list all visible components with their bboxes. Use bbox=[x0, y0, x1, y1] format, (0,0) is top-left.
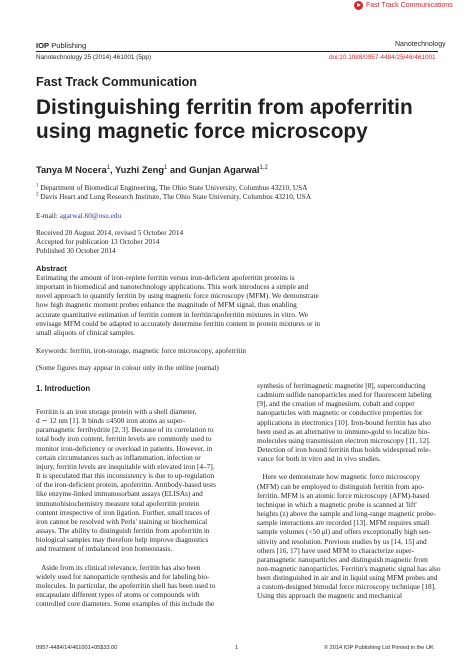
text-line: been distinguished in air and in liquid using MFM probes and bbox=[257, 573, 438, 583]
text-line: applications in electronics [10]. Iron-bound ferritin has also bbox=[257, 417, 431, 427]
text-line: paramagnetic ferrihydrite [2, 3]. Because of its correlation to bbox=[36, 425, 214, 435]
doi-link[interactable]: doi:10.1088/0957-4484/25/46/461001 bbox=[329, 54, 436, 61]
section-heading-introduction: 1. Introduction bbox=[36, 384, 91, 393]
date-published: Published 30 October 2014 bbox=[36, 246, 116, 256]
text-line: nanoparticles with magnetic or conductive properties for bbox=[257, 408, 423, 418]
affiliation-1-text: Department of Biomedical Engineering, The Ohio State University, Columbus 43210, USA bbox=[40, 183, 308, 192]
text-line: Detection of iron bound ferritin thus holds widespread rele- bbox=[257, 445, 431, 455]
publisher-logo bbox=[36, 41, 86, 50]
text-line: a custom-designed bimodal force microscopy technique [18]. bbox=[257, 582, 436, 592]
publication-dates bbox=[36, 228, 183, 256]
body-paragraph bbox=[257, 381, 452, 463]
author-name: Yuzhi Zeng bbox=[114, 165, 165, 176]
affiliation-1-marker: 1 bbox=[36, 183, 39, 189]
text-line: molecules using transmission electron microscopy [11, 12]. bbox=[257, 435, 431, 445]
text-line: novel approach to quantify ferritin by using magnetic force microscopy (MFM). We demonstrate bbox=[36, 291, 319, 301]
text-line: Using this approach the magnetic and mechanical bbox=[257, 591, 403, 601]
body-paragraph bbox=[36, 407, 231, 554]
author-affiliation-marker: 1,2 bbox=[259, 165, 268, 171]
publisher-logo-bold: IOP bbox=[36, 41, 50, 50]
fast-track-badge-label: Fast Track Communications bbox=[366, 2, 453, 9]
text-line: ferritin. MFM is an atomic force microscopy (AFM)-based bbox=[257, 490, 430, 500]
text-line: assays. The ability to distinguish ferritin from apoferritin in bbox=[36, 526, 210, 536]
email-line bbox=[36, 211, 121, 220]
page-number: 1 bbox=[235, 645, 239, 651]
text-line: of the iron-deficient protein, apoferritin. Antibody-based tests bbox=[36, 480, 216, 490]
text-line: total body iron content, ferritin levels are commonly used to bbox=[36, 434, 212, 444]
text-line: others [16, 17] have used MFM to characterize super- bbox=[257, 545, 414, 555]
text-line: biological samples may therefore help improve diagnostics bbox=[36, 535, 209, 545]
text-line: sample volumes (<50 μl) and offers exceptionally high sen- bbox=[257, 527, 432, 537]
text-line: sample interactions are recorded [13]. MFM requires small bbox=[257, 518, 430, 528]
body-column-right bbox=[257, 381, 452, 601]
text-line: certain circumstances such as inflammation, infection or bbox=[36, 452, 201, 462]
body-paragraph bbox=[36, 563, 231, 609]
text-line: d ∼ 12 nm [1]. It binds ≤4500 iron atoms as super- bbox=[36, 416, 186, 426]
text-line: widely used for nanoparticle synthesis and for labeling bio- bbox=[36, 571, 210, 581]
fast-track-arrow-icon bbox=[354, 1, 363, 10]
text-line: content irrespective of iron ligation. Further, small traces of bbox=[36, 507, 210, 517]
text-line: technique in which a magnetic probe is scanned at 'lift' bbox=[257, 499, 417, 509]
text-line: injury, ferritin levels are inequitable with elevated iron [4–7]. bbox=[36, 461, 215, 471]
text-line: non-magnetic nanoparticles. Ferritin's magnetic signal has also bbox=[257, 563, 441, 573]
text-line: [9], and the creation of magnesium, cobalt and copper bbox=[257, 399, 415, 409]
text-line: Estimating the amount of iron-replete ferritin versus iron-deficient apoferritin proteins is bbox=[36, 273, 295, 282]
keywords: Keywords: ferritin, iron-storage, magnetic force microscopy, apoferritin bbox=[36, 346, 247, 355]
text-line: iron cannot be resolved with Perls' staining or biochemical bbox=[36, 516, 208, 526]
text-line: sitivity and resolution. Previous studies by us [14, 15] and bbox=[257, 536, 427, 546]
date-received: Received 20 August 2014, revised 5 October 2014 bbox=[36, 228, 184, 237]
citation-line: Nanotechnology 25 (2014) 461001 (5pp) bbox=[36, 54, 152, 61]
text-line: cadmium sulfide nanoparticles used for fluorescent labeling bbox=[257, 390, 432, 400]
text-line: important in biomedical and nanotechnology applications. This work introduces a simple and bbox=[36, 282, 309, 292]
body-column-left bbox=[36, 407, 231, 608]
footer-issn: 0957-4484/14/461001+05$33.00 bbox=[36, 645, 118, 651]
text-line: small aliquots of clinical samples. bbox=[36, 327, 136, 337]
text-line: (MFM) can be employed to distinguish ferritin from apo- bbox=[257, 481, 425, 491]
email-label: E-mail: bbox=[36, 211, 58, 220]
text-line: vance for both in vitro and in vivo studies. bbox=[257, 454, 381, 464]
article-title: Distinguishing ferritin from apoferritin using magnetic force microscopy bbox=[36, 96, 413, 143]
fast-track-badge bbox=[354, 0, 464, 11]
text-line: encapsulate different types of atoms or compounds with bbox=[36, 589, 200, 599]
author-name: Tanya M Nocera bbox=[36, 165, 107, 176]
author-name: Gunjan Agarwal bbox=[189, 165, 260, 176]
body-paragraph bbox=[257, 472, 452, 600]
section-type: Fast Track Communication bbox=[36, 75, 197, 89]
author-separator: and bbox=[167, 165, 190, 176]
text-line: and treatment of imbalanced iron homeostasis. bbox=[36, 544, 173, 554]
affiliation-2-text: Davis Heart and Lung Research Institute, The Ohio State University, Columbus 43210, USA bbox=[40, 192, 312, 201]
footer-copyright: © 2014 IOP Publishing Ltd Printed in the UK bbox=[324, 645, 434, 651]
author-list bbox=[36, 165, 268, 175]
text-line: immunohistochemistry measure total apoferritin protein bbox=[36, 498, 200, 508]
text-line: envisage MFM could be adapted to accurately determine ferritin content in protein mixtures or in bbox=[36, 318, 321, 328]
text-line: It is speculated that this inconsistency is due to up-regulation bbox=[36, 471, 215, 481]
text-line: synthesis of ferrimagnetic magnetite [8], superconducting bbox=[257, 381, 426, 390]
text-line: molecules. In particular, the apoferritin shell has been used to bbox=[36, 580, 216, 590]
header-rule bbox=[36, 51, 438, 52]
text-line: monitor iron-deficiency or overload in patients. However, in bbox=[36, 443, 213, 453]
text-line: Aside from its clinical relevance, ferritin has also been bbox=[36, 562, 201, 572]
email-link[interactable]: agarwal.60@osu.edu bbox=[59, 211, 122, 220]
colour-note: (Some figures may appear in colour only in the online journal) bbox=[36, 363, 219, 372]
text-line: heights (z) above the sample and long-range magnetic probe- bbox=[257, 509, 436, 519]
journal-name: Nanotechnology bbox=[395, 41, 446, 48]
date-accepted: Accepted for publication 13 October 2014 bbox=[36, 237, 160, 247]
abstract-heading: Abstract bbox=[36, 264, 67, 273]
text-line: paramagnetic nanoparticles and distinguish magnetic from bbox=[257, 554, 428, 564]
affiliation-2-marker: 2 bbox=[36, 192, 39, 198]
abstract-body bbox=[36, 273, 438, 337]
text-line: Ferritin is an iron storage protein with a shell diameter, bbox=[36, 407, 197, 416]
text-line: Here we demonstrate how magnetic force microscopy bbox=[257, 472, 421, 482]
text-line: accurate quantitative estimation of ferritin content in ferritin/apoferritin mixtures in vitro. We bbox=[36, 309, 309, 319]
text-line: how high magnetic moment probes enhance the magnitude of MFM signal, thus enabling bbox=[36, 300, 297, 310]
author-affiliation-marker: 1 bbox=[164, 165, 168, 171]
affiliation-2 bbox=[36, 192, 311, 201]
author-separator: , bbox=[109, 165, 115, 176]
author-affiliation-marker: 1 bbox=[106, 165, 110, 171]
text-line: like enzyme-linked immunosorbant assays (ELISAs) and bbox=[36, 489, 203, 499]
text-line: been used as an alternative to immuno-gold to localize bio- bbox=[257, 426, 430, 436]
text-line: controlled core diameters. Some examples of this include the bbox=[36, 599, 215, 609]
publisher-logo-rest: Publishing bbox=[49, 41, 87, 50]
affiliation-1 bbox=[36, 183, 307, 192]
